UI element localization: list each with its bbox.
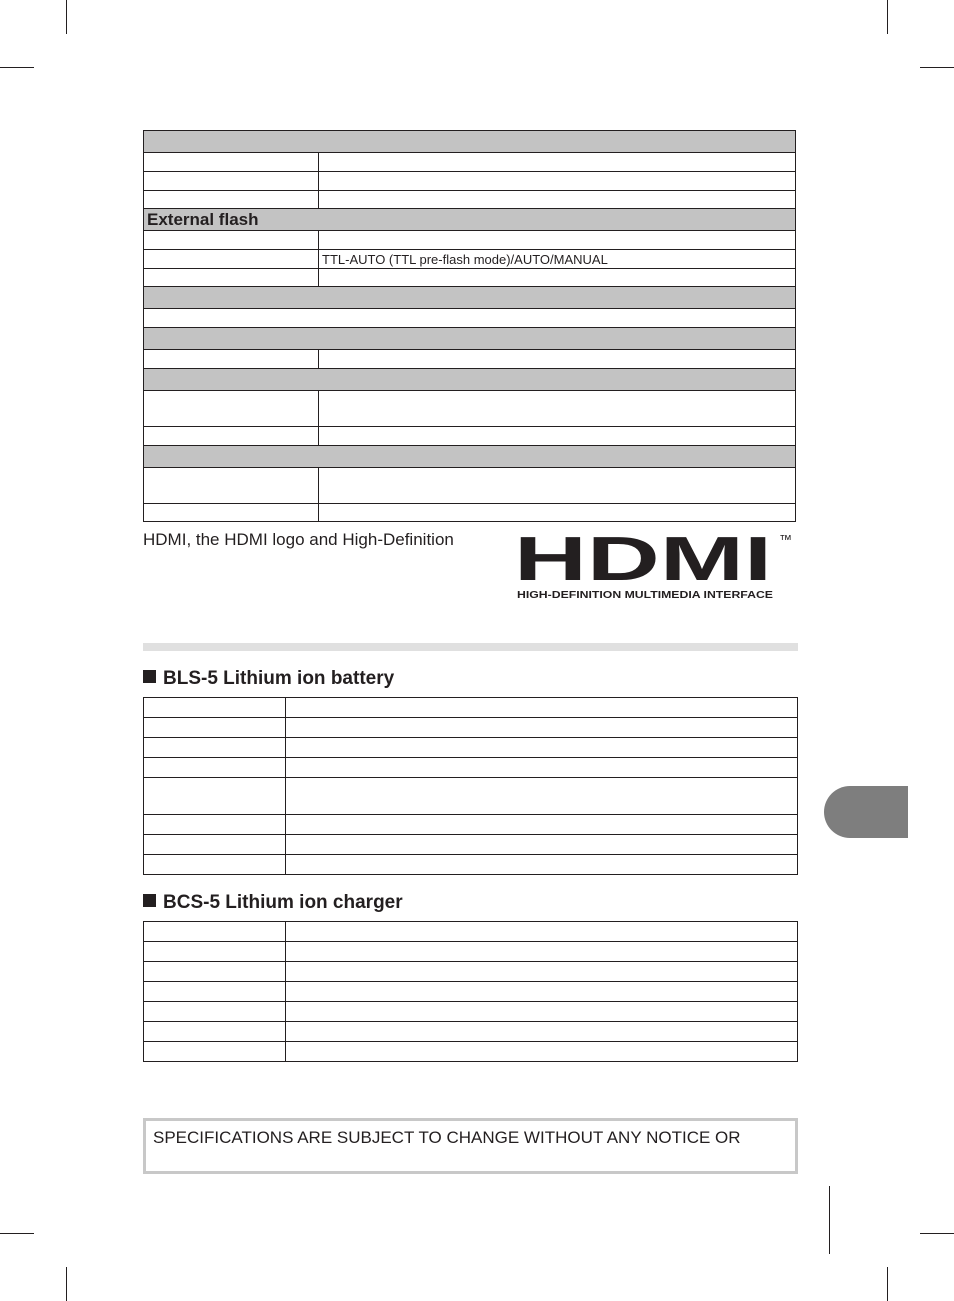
table-row [144, 758, 798, 778]
square-bullet-icon [143, 670, 156, 683]
table-row [144, 504, 796, 522]
table-row [144, 698, 798, 718]
section-header-row [144, 209, 796, 231]
table-row [144, 835, 798, 855]
external-flash-header: External flash [144, 209, 796, 231]
table-row [144, 942, 798, 962]
page-edge-line [829, 1186, 830, 1254]
table-row [144, 922, 798, 942]
section-header-row [144, 287, 796, 309]
table-row [144, 468, 796, 504]
table-row [144, 718, 798, 738]
table-row [144, 350, 796, 369]
table-row [144, 1022, 798, 1042]
crop-mark [66, 0, 67, 34]
section-header-row [144, 131, 796, 153]
hdmi-trademark-note: HDMI, the HDMI logo and High-Definition [143, 530, 454, 549]
table-row [144, 1002, 798, 1022]
crop-mark [920, 67, 954, 68]
battery-section-title [143, 668, 394, 690]
table-row [144, 855, 798, 875]
table-row [144, 191, 796, 209]
table-row [144, 231, 796, 250]
crop-mark [887, 0, 888, 34]
chapter-tab-marker [824, 786, 908, 838]
table-row [144, 172, 796, 191]
table-row [144, 391, 796, 427]
hdmi-logo-wordmark: HDMI [514, 530, 772, 594]
section-divider [143, 643, 798, 651]
table-row [144, 427, 796, 446]
square-bullet-icon [143, 894, 156, 907]
section-header-row [144, 446, 796, 468]
table-row [144, 1042, 798, 1062]
table-row [144, 982, 798, 1002]
battery-title-text: BLS-5 Lithium ion battery [163, 668, 395, 689]
table-row [144, 250, 796, 269]
section-header-row [144, 328, 796, 350]
specifications-notice-text: SPECIFICATIONS ARE SUBJECT TO CHANGE WITHOUT ANY NOTICE OR [153, 1128, 741, 1147]
crop-mark [887, 1267, 888, 1301]
charger-section-title [143, 892, 403, 914]
crop-mark [66, 1267, 67, 1301]
table-row [144, 962, 798, 982]
flash-control-value: TTL-AUTO (TTL pre-flash mode)/AUTO/MANUAL [319, 250, 796, 269]
hdmi-logo-tm: ™ [779, 532, 792, 547]
table-row [144, 269, 796, 287]
table-row [144, 738, 798, 758]
hdmi-logo-subtitle: HIGH-DEFINITION MULTIMEDIA INTERFACE [517, 590, 774, 601]
specifications-notice-box [143, 1118, 798, 1174]
spec-table [143, 130, 796, 522]
battery-spec-table [143, 697, 798, 875]
crop-mark [920, 1233, 954, 1234]
crop-mark [0, 1233, 34, 1234]
charger-spec-table [143, 921, 798, 1062]
table-row [144, 309, 796, 328]
crop-mark [0, 67, 34, 68]
hdmi-logo [514, 530, 796, 604]
charger-title-text: BCS-5 Lithium ion charger [163, 892, 403, 913]
table-row [144, 815, 798, 835]
section-header-row [144, 369, 796, 391]
table-row [144, 778, 798, 815]
table-row [144, 153, 796, 172]
